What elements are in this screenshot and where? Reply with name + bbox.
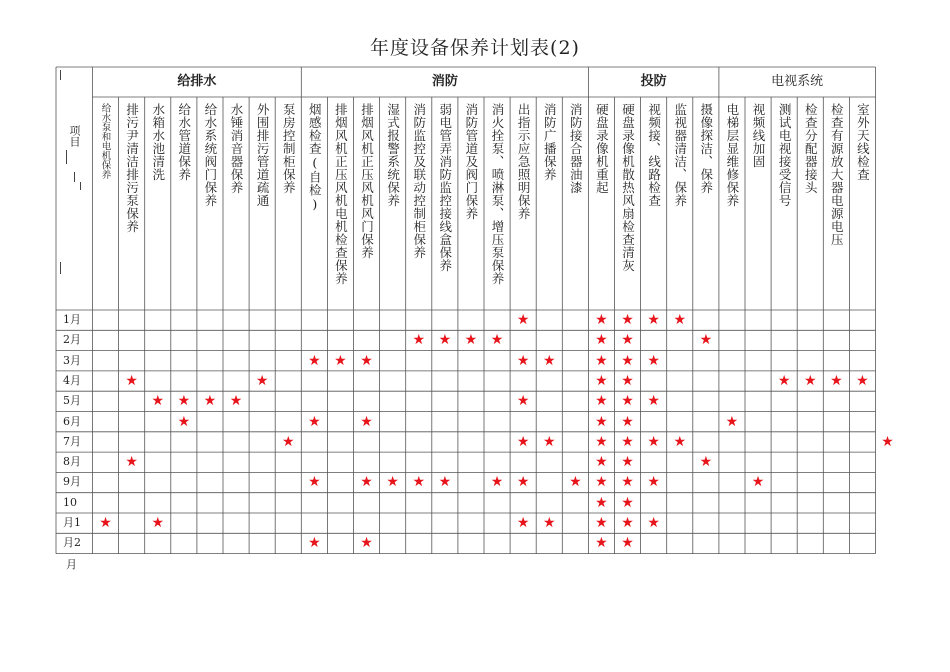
- star-mark: ★: [438, 332, 452, 349]
- star-mark: ★: [647, 515, 660, 531]
- column-header: 消防监控及联动控制柜保养: [411, 103, 427, 259]
- star-mark: ★: [595, 474, 608, 491]
- star-mark: ★: [621, 433, 634, 450]
- star-mark: ★: [412, 474, 426, 491]
- column-header: 消火拴泵、喷淋泵、增压泵保养: [490, 103, 505, 285]
- star-mark: ★: [595, 413, 608, 430]
- column-header: 给水管道保养: [176, 103, 192, 181]
- star-mark: ★: [595, 393, 608, 410]
- star-mark: ★: [229, 393, 243, 410]
- star-mark: ★: [803, 372, 817, 389]
- star-mark: ★: [542, 515, 556, 531]
- star-mark: ★: [621, 535, 634, 552]
- star-mark: ★: [830, 372, 843, 389]
- star-mark: ★: [516, 515, 530, 531]
- star-mark: ★: [699, 454, 713, 471]
- corner-mark: [80, 182, 81, 190]
- star-mark: ★: [255, 372, 269, 389]
- star-mark: ★: [673, 312, 687, 328]
- star-mark: ★: [516, 433, 530, 450]
- column-header: 排污尹清洁排污泵保养: [124, 103, 140, 233]
- column-header: 室外天线检查: [855, 103, 871, 181]
- group-header: 投防: [640, 74, 667, 89]
- star-mark: ★: [595, 494, 608, 511]
- month-label: 月1: [63, 516, 81, 529]
- column-header: 泵房控制柜保养: [281, 103, 297, 194]
- corner-mark: [60, 70, 61, 80]
- star-mark: ★: [308, 535, 321, 552]
- month-label: 5月: [63, 394, 81, 408]
- star-mark: ★: [621, 454, 634, 471]
- footer-month-label: 月: [66, 557, 77, 571]
- star-mark: ★: [595, 535, 608, 552]
- star-mark: ★: [151, 393, 165, 410]
- star-mark: ★: [751, 474, 765, 491]
- star-mark: ★: [412, 332, 426, 349]
- column-header: 电梯层显维修保养: [724, 103, 740, 207]
- star-mark: ★: [856, 372, 869, 389]
- star-mark: ★: [516, 474, 530, 491]
- star-mark: ★: [595, 372, 608, 389]
- star-mark: ★: [360, 474, 373, 491]
- column-header: 烟感检查(自检): [307, 103, 323, 212]
- star-mark: ★: [490, 332, 504, 349]
- month-label: 8月: [63, 455, 81, 469]
- month-label: 7月: [63, 434, 81, 448]
- month-label: 1月: [63, 313, 81, 326]
- star-mark: ★: [699, 332, 713, 349]
- star-mark: ★: [647, 352, 660, 369]
- column-header: 视频接、线路检查: [646, 103, 662, 207]
- month-label: 9月: [63, 475, 81, 489]
- star-mark: ★: [360, 413, 373, 430]
- column-header: 监视器清洁、保养: [672, 103, 688, 207]
- star-mark: ★: [595, 332, 608, 349]
- star-mark: ★: [99, 515, 112, 531]
- star-mark: ★: [621, 393, 634, 410]
- star-mark: ★: [621, 474, 634, 491]
- star-mark: ★: [621, 494, 634, 511]
- column-header: 消防接合器油漆: [568, 103, 584, 194]
- star-mark: ★: [595, 454, 608, 471]
- column-header: 硬盘录像机重起: [594, 103, 610, 194]
- month-label: 10: [63, 495, 77, 509]
- star-mark: ★: [542, 433, 556, 450]
- star-mark: ★: [647, 393, 660, 410]
- star-mark: ★: [595, 352, 608, 369]
- star-mark: ★: [621, 352, 634, 369]
- star-mark: ★: [673, 433, 687, 450]
- star-mark: ★: [177, 413, 191, 430]
- star-mark: ★: [595, 433, 608, 450]
- column-header: 湿式报警系统保养: [385, 103, 401, 207]
- star-mark: ★: [308, 413, 321, 430]
- column-header: 给水泵和电机保养: [99, 103, 111, 179]
- star-mark: ★: [203, 393, 217, 410]
- star-mark: ★: [725, 413, 739, 430]
- month-label: 6月: [63, 414, 81, 428]
- star-mark: ★: [621, 332, 634, 349]
- star-mark: ★: [595, 515, 608, 531]
- star-mark: ★: [151, 515, 165, 531]
- corner-label: 项目: [68, 125, 81, 147]
- star-mark: ★: [334, 352, 347, 369]
- star-mark: ★: [386, 474, 399, 491]
- star-mark: ★: [516, 312, 530, 328]
- column-header: 消防管道及阀门保养: [463, 103, 479, 220]
- star-mark: ★: [308, 352, 321, 369]
- column-header: 外围排污管道疏通: [255, 103, 271, 207]
- column-header: 给水系统阀门保养: [202, 103, 218, 207]
- star-mark: ★: [621, 413, 634, 430]
- column-header: 消防广播保养: [542, 103, 558, 181]
- star-mark: ★: [881, 433, 894, 450]
- star-mark: ★: [438, 474, 452, 491]
- star-mark: ★: [621, 372, 634, 389]
- group-header: 电视系统: [771, 74, 824, 89]
- month-label: 4月: [63, 373, 81, 387]
- column-header: 检查分配器接头: [803, 103, 819, 194]
- star-mark: ★: [490, 474, 504, 491]
- star-mark: ★: [569, 474, 582, 491]
- star-mark: ★: [281, 433, 295, 450]
- column-header: 检查有源放大器电源电压: [829, 103, 845, 246]
- month-label: 2月: [63, 333, 81, 347]
- star-mark: ★: [464, 332, 478, 349]
- star-mark: ★: [308, 474, 321, 491]
- star-mark: ★: [360, 352, 373, 369]
- star-mark: ★: [542, 352, 556, 369]
- month-label: 月2: [63, 536, 81, 550]
- column-header: 弱电管弄消防监控接线盒保养: [437, 103, 453, 272]
- star-mark: ★: [647, 433, 660, 450]
- group-header: 消防: [431, 74, 458, 89]
- column-header: 水锤消音器保养: [229, 103, 244, 194]
- corner-mark: [66, 150, 67, 164]
- column-header: 出指示应急照明保养: [516, 103, 532, 220]
- column-header: 排烟风机正压风机电机检查保养: [333, 103, 349, 285]
- star-mark: ★: [647, 474, 660, 491]
- star-mark: ★: [621, 312, 634, 328]
- corner-mark: [60, 262, 61, 274]
- star-mark: ★: [125, 372, 138, 389]
- star-mark: ★: [595, 312, 608, 328]
- column-header: 视频线加固: [751, 103, 766, 168]
- column-header: 测试电视接受信号: [777, 103, 793, 207]
- star-mark: ★: [647, 312, 660, 328]
- star-mark: ★: [360, 535, 373, 552]
- column-header: 摄像探洁、保养: [698, 103, 714, 194]
- month-label: 3月: [63, 353, 81, 367]
- corner-mark: [74, 172, 75, 182]
- star-mark: ★: [125, 454, 138, 471]
- column-header: 硬盘录像机散热风扇检查清灰: [620, 103, 636, 272]
- column-header: 排烟风机正压风机风门保养: [359, 103, 375, 259]
- star-mark: ★: [516, 393, 530, 410]
- star-mark: ★: [621, 515, 634, 531]
- group-header: 给排水: [177, 74, 217, 89]
- column-header: 水箱水池清洗: [150, 103, 166, 181]
- star-mark: ★: [516, 352, 530, 369]
- star-mark: ★: [177, 393, 191, 410]
- page-title: 年度设备保养计划表(2): [370, 37, 580, 59]
- star-mark: ★: [777, 372, 791, 389]
